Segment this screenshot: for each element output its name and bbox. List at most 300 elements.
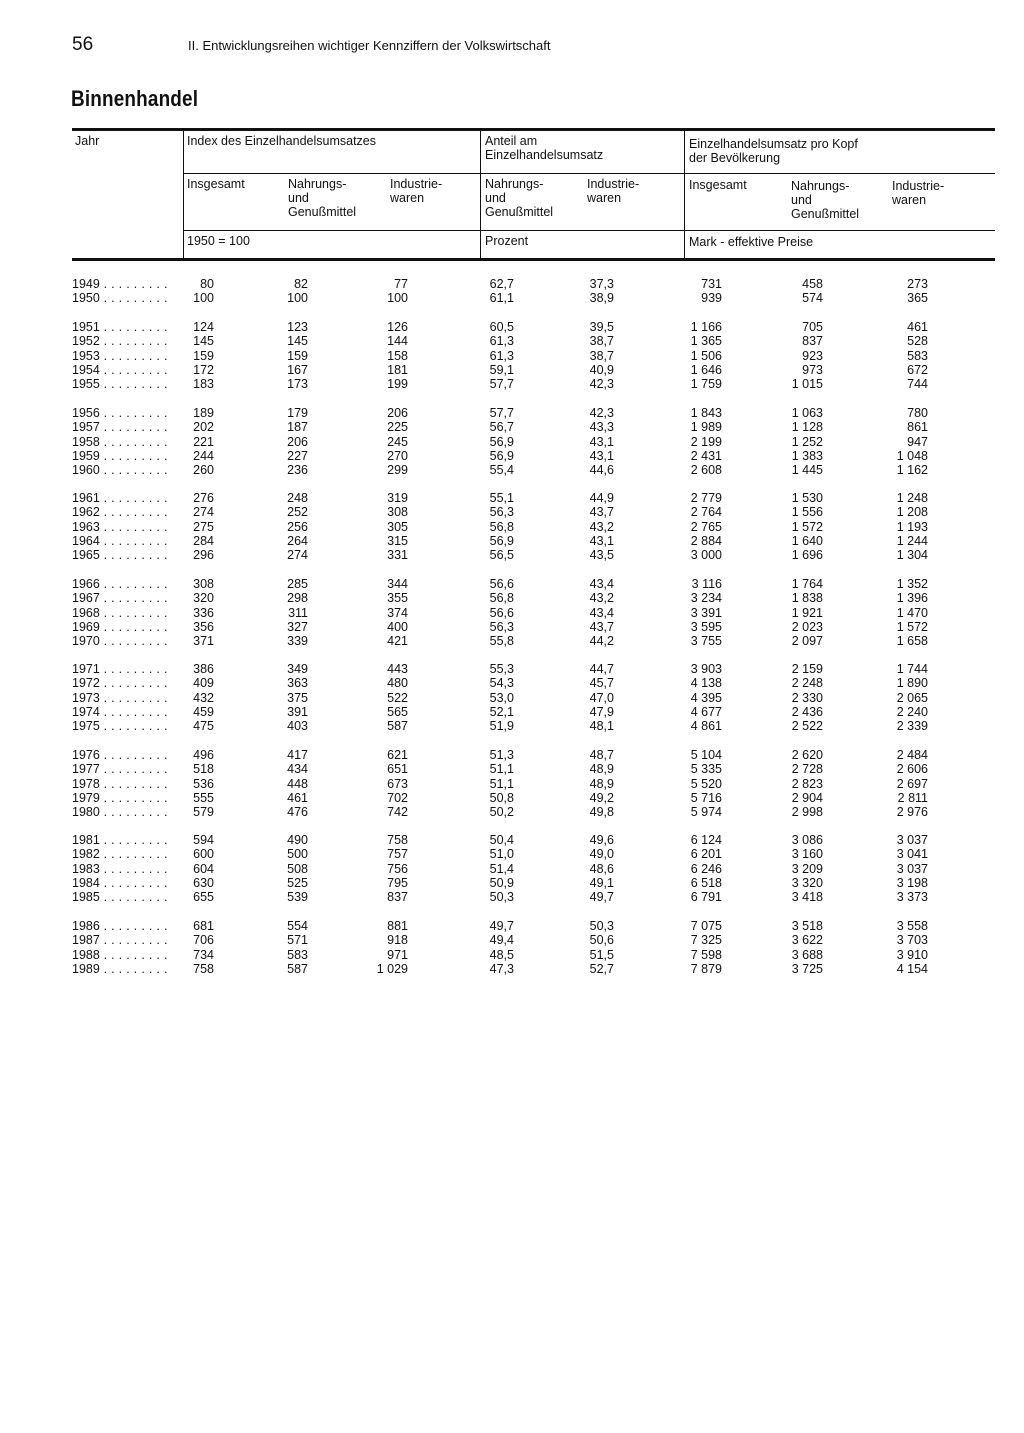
- table-row: [0, 748, 1024, 762]
- index-total-cell: 681: [193, 919, 214, 933]
- percapita-food-cell: 1 128: [791, 420, 823, 435]
- share-industry-cell: 43,3: [589, 420, 614, 435]
- year-cell: 1956 . . .: [72, 406, 167, 420]
- share-industry-cell: 52,7: [589, 961, 614, 976]
- year-cell: 1967 . . .: [72, 591, 167, 605]
- share-food-cell: 50,8: [489, 790, 514, 805]
- index-total-cell: 189: [193, 406, 214, 420]
- share-food-cell: 62,7: [489, 277, 514, 291]
- index-total-cell: 655: [193, 890, 214, 904]
- header-line: Nahrungs-: [791, 179, 850, 193]
- index-industry-cell: 673: [387, 776, 408, 791]
- share-industry-cell: 43,2: [589, 591, 614, 606]
- index-industry-cell: 77: [394, 277, 408, 291]
- year-cell: 1972 . . .: [72, 676, 167, 690]
- table-row: [0, 933, 1024, 947]
- percapita-food-cell: 3 418: [791, 890, 823, 904]
- percapita-industry-cell: 2 339: [896, 719, 928, 733]
- table-row: [0, 534, 1024, 548]
- index-total-cell: 734: [193, 947, 214, 962]
- index-food-cell: 525: [287, 875, 308, 890]
- percapita-industry-cell: 273: [907, 277, 928, 291]
- share-industry-cell: 39,5: [589, 320, 614, 334]
- share-industry-cell: 48,9: [589, 762, 614, 777]
- table-row: [0, 777, 1024, 791]
- percapita-industry-cell: 2 484: [896, 748, 928, 762]
- percapita-total-cell: 2 765: [690, 519, 722, 534]
- share-food-cell: 57,7: [489, 406, 514, 420]
- percapita-industry-cell: 1 244: [896, 533, 928, 548]
- index-food-cell: 403: [287, 719, 308, 733]
- index-industry-cell: 344: [387, 577, 408, 591]
- index-industry-cell: 621: [387, 748, 408, 762]
- year-cell: 1963 . . .: [72, 520, 167, 534]
- table-row: [0, 449, 1024, 463]
- percapita-total-cell: 1 646: [690, 362, 722, 377]
- table-row: [0, 662, 1024, 676]
- share-industry-cell: 49,2: [589, 790, 614, 805]
- share-food-cell: 51,0: [489, 847, 514, 862]
- section-title: Binnenhandel: [71, 86, 199, 111]
- running-head: II. Entwicklungsreihen wichtiger Kennziffern der Volkswirtschaft: [188, 38, 551, 53]
- share-food-cell: 56,6: [489, 605, 514, 620]
- share-food-cell: 49,7: [489, 919, 514, 933]
- index-industry-cell: 305: [387, 519, 408, 534]
- index-food-cell: 227: [287, 448, 308, 463]
- header-line: waren: [587, 191, 622, 205]
- share-industry-cell: 48,6: [589, 861, 614, 876]
- percapita-food-cell: 923: [802, 348, 823, 363]
- index-food-cell: 391: [287, 704, 308, 719]
- index-food-cell: 508: [287, 861, 308, 876]
- index-food-cell: 587: [287, 961, 308, 976]
- index-total-cell: 518: [193, 762, 214, 777]
- index-food-cell: 327: [287, 619, 308, 634]
- percapita-food-cell: 2 904: [791, 790, 823, 805]
- index-industry-cell: 245: [387, 434, 408, 449]
- percapita-food-cell: 1 252: [791, 434, 823, 449]
- index-food-cell: 236: [287, 463, 308, 477]
- index-food-cell: 583: [287, 947, 308, 962]
- percapita-food-cell: 3 160: [791, 847, 823, 862]
- year-cell: 1958 . . .: [72, 435, 167, 449]
- percapita-food-cell: 2 097: [791, 634, 823, 648]
- table-row: [0, 962, 1024, 976]
- percapita-industry-cell: 1 048: [896, 448, 928, 463]
- table-row: [0, 833, 1024, 847]
- percapita-total-cell: 731: [701, 277, 722, 291]
- index-food-cell: 179: [287, 406, 308, 420]
- table-row: [0, 805, 1024, 819]
- share-food-cell: 55,3: [489, 662, 514, 676]
- index-industry-cell: 225: [387, 420, 408, 435]
- percapita-industry-cell: 1 572: [896, 619, 928, 634]
- index-total-cell: 758: [193, 961, 214, 976]
- percapita-industry-cell: 1 162: [896, 463, 928, 477]
- year-cell: 1978 . . .: [72, 777, 167, 791]
- percapita-total-cell: 3 116: [691, 577, 722, 591]
- percapita-total-cell: 2 779: [690, 491, 722, 505]
- percapita-total-cell: 5 104: [690, 748, 722, 762]
- header-line: Nahrungs-: [288, 177, 347, 191]
- year-cell: 1979 . . .: [72, 791, 167, 805]
- table-row: [0, 634, 1024, 648]
- year-cell: 1959 . . .: [72, 449, 167, 463]
- share-food-cell: 57,7: [489, 377, 514, 391]
- table-row: [0, 277, 1024, 291]
- index-industry-cell: 126: [387, 320, 408, 334]
- share-industry-cell: 47,9: [589, 704, 614, 719]
- index-industry-cell: 319: [387, 491, 408, 505]
- percapita-food-cell: 2 248: [791, 676, 823, 691]
- index-industry-cell: 756: [387, 861, 408, 876]
- percapita-food-cell: 3 622: [791, 933, 823, 948]
- percapita-industry-cell: 3 041: [896, 847, 928, 862]
- share-food-cell: 53,0: [489, 690, 514, 705]
- year-cell: 1980 . . .: [72, 805, 167, 819]
- share-food-cell: 56,8: [489, 591, 514, 606]
- index-industry-cell: 270: [387, 448, 408, 463]
- table-row: [0, 620, 1024, 634]
- share-food-cell: 49,4: [489, 933, 514, 948]
- year-cell: 1964 . . .: [72, 534, 167, 548]
- table-row: [0, 520, 1024, 534]
- table-row: [0, 890, 1024, 904]
- index-food-cell: 500: [287, 847, 308, 862]
- index-industry-cell: 918: [387, 933, 408, 948]
- percapita-industry-cell: 1 890: [896, 676, 928, 691]
- year-cell: 1973 . . .: [72, 691, 167, 705]
- share-industry-cell: 44,2: [589, 634, 614, 648]
- index-industry-cell: 355: [387, 591, 408, 606]
- header-index-insgesamt: Insgesamt: [187, 177, 245, 191]
- percapita-food-cell: 1 383: [791, 448, 823, 463]
- index-industry-cell: 331: [387, 548, 408, 562]
- percapita-total-cell: 6 246: [690, 861, 722, 876]
- index-food-cell: 82: [294, 277, 308, 291]
- percapita-industry-cell: 780: [907, 406, 928, 420]
- percapita-food-cell: 1 764: [791, 577, 823, 591]
- year-cell: 1982 . . .: [72, 847, 167, 861]
- share-food-cell: 56,3: [489, 619, 514, 634]
- index-industry-cell: 400: [387, 619, 408, 634]
- share-food-cell: 60,5: [489, 320, 514, 334]
- year-cell: 1975 . . .: [72, 719, 167, 733]
- share-food-cell: 61,3: [489, 334, 514, 349]
- percapita-industry-cell: 3 198: [896, 875, 928, 890]
- share-food-cell: 55,4: [489, 463, 514, 477]
- share-food-cell: 61,1: [489, 291, 514, 306]
- header-line: waren: [892, 193, 927, 207]
- index-total-cell: 536: [193, 776, 214, 791]
- share-industry-cell: 49,1: [589, 875, 614, 890]
- table-row: [0, 435, 1024, 449]
- index-total-cell: 172: [193, 362, 214, 377]
- percapita-industry-cell: 1 248: [896, 491, 928, 505]
- index-food-cell: 476: [287, 805, 308, 819]
- percapita-food-cell: 1 530: [791, 491, 823, 505]
- index-industry-cell: 199: [387, 377, 408, 391]
- percapita-industry-cell: 3 037: [896, 861, 928, 876]
- table-row: [0, 919, 1024, 933]
- percapita-industry-cell: 3 703: [896, 933, 928, 948]
- percapita-industry-cell: 2 065: [896, 690, 928, 705]
- index-total-cell: 275: [193, 519, 214, 534]
- percapita-food-cell: 574: [802, 291, 823, 306]
- index-total-cell: 183: [193, 377, 214, 391]
- percapita-total-cell: 2 608: [690, 463, 722, 477]
- index-industry-cell: 757: [387, 847, 408, 862]
- index-food-cell: 311: [288, 605, 308, 620]
- index-industry-cell: 315: [387, 533, 408, 548]
- percapita-total-cell: 6 518: [690, 875, 722, 890]
- year-cell: 1988 . . .: [72, 948, 167, 962]
- index-industry-cell: 1 029: [376, 961, 408, 976]
- share-industry-cell: 49,6: [589, 833, 614, 847]
- year-cell: 1987 . . .: [72, 933, 167, 947]
- share-food-cell: 56,7: [489, 420, 514, 435]
- percapita-total-cell: 6 201: [690, 847, 722, 862]
- index-food-cell: 539: [287, 890, 308, 904]
- share-food-cell: 51,4: [489, 861, 514, 876]
- percapita-food-cell: 1 838: [791, 591, 823, 606]
- index-industry-cell: 158: [387, 348, 408, 363]
- share-industry-cell: 48,9: [589, 776, 614, 791]
- index-industry-cell: 837: [387, 890, 408, 904]
- share-food-cell: 56,9: [489, 533, 514, 548]
- table-row: [0, 548, 1024, 562]
- year-cell: 1952 . . .: [72, 334, 167, 348]
- year-cell: 1985 . . .: [72, 890, 167, 904]
- percapita-food-cell: 2 823: [791, 776, 823, 791]
- share-food-cell: 55,8: [489, 634, 514, 648]
- share-industry-cell: 51,5: [589, 947, 614, 962]
- index-food-cell: 206: [287, 434, 308, 449]
- index-food-cell: 461: [287, 790, 308, 805]
- table-row: [0, 591, 1024, 605]
- index-food-cell: 159: [287, 348, 308, 363]
- index-industry-cell: 522: [387, 690, 408, 705]
- index-total-cell: 371: [193, 634, 214, 648]
- percapita-total-cell: 1 759: [690, 377, 722, 391]
- percapita-food-cell: 1 015: [791, 377, 823, 391]
- table-row: [0, 363, 1024, 377]
- share-industry-cell: 50,6: [589, 933, 614, 948]
- share-industry-cell: 44,6: [589, 463, 614, 477]
- header-line: Anteil am: [485, 134, 538, 148]
- percapita-food-cell: 1 640: [791, 533, 823, 548]
- index-food-cell: 187: [287, 420, 308, 435]
- percapita-total-cell: 5 520: [690, 776, 722, 791]
- share-industry-cell: 43,4: [589, 605, 614, 620]
- index-total-cell: 159: [193, 348, 214, 363]
- table-row: [0, 719, 1024, 733]
- index-industry-cell: 795: [387, 875, 408, 890]
- percapita-industry-cell: 1 470: [896, 605, 928, 620]
- index-total-cell: 706: [193, 933, 214, 948]
- percapita-industry-cell: 4 154: [896, 961, 928, 976]
- header-line: und: [485, 191, 506, 205]
- share-industry-cell: 43,1: [589, 434, 614, 449]
- index-food-cell: 349: [287, 662, 308, 676]
- share-food-cell: 50,2: [489, 805, 514, 819]
- index-total-cell: 336: [193, 605, 214, 620]
- index-total-cell: 80: [200, 277, 214, 291]
- share-food-cell: 56,8: [489, 519, 514, 534]
- percapita-food-cell: 3 688: [791, 947, 823, 962]
- share-industry-cell: 44,9: [589, 491, 614, 505]
- percapita-total-cell: 2 431: [690, 448, 722, 463]
- index-total-cell: 356: [193, 619, 214, 634]
- table-row: [0, 691, 1024, 705]
- percapita-industry-cell: 3 037: [896, 833, 928, 847]
- percapita-industry-cell: 2 811: [897, 790, 928, 805]
- share-food-cell: 51,1: [489, 776, 514, 791]
- index-industry-cell: 443: [387, 662, 408, 676]
- header-line: Genußmittel: [485, 205, 554, 219]
- year-cell: 1955 . . .: [72, 377, 167, 391]
- table-row: [0, 406, 1024, 420]
- share-industry-cell: 48,7: [589, 748, 614, 762]
- index-total-cell: 202: [193, 420, 214, 435]
- index-food-cell: 248: [287, 491, 308, 505]
- index-total-cell: 579: [193, 805, 214, 819]
- share-industry-cell: 43,5: [589, 548, 614, 562]
- index-industry-cell: 702: [387, 790, 408, 805]
- index-total-cell: 221: [193, 434, 214, 449]
- table-row: [0, 463, 1024, 477]
- percapita-industry-cell: 2 697: [896, 776, 928, 791]
- year-cell: 1966 . . .: [72, 577, 167, 591]
- share-food-cell: 51,1: [489, 762, 514, 777]
- percapita-total-cell: 2 199: [690, 434, 722, 449]
- index-food-cell: 145: [287, 334, 308, 349]
- index-food-cell: 264: [287, 533, 308, 548]
- percapita-total-cell: 4 677: [690, 704, 722, 719]
- percapita-food-cell: 2 159: [791, 662, 823, 676]
- year-cell: 1989 . . .: [72, 962, 167, 976]
- percapita-food-cell: 1 921: [791, 605, 823, 620]
- percapita-total-cell: 3 595: [690, 619, 722, 634]
- percapita-total-cell: 1 166: [690, 320, 722, 334]
- share-food-cell: 52,1: [489, 704, 514, 719]
- index-industry-cell: 758: [387, 833, 408, 847]
- percapita-total-cell: 3 755: [690, 634, 722, 648]
- share-food-cell: 56,9: [489, 434, 514, 449]
- header-line: Genußmittel: [288, 205, 357, 219]
- index-total-cell: 124: [193, 320, 214, 334]
- table-row: [0, 847, 1024, 861]
- table-row: [0, 349, 1024, 363]
- percapita-industry-cell: 1 193: [896, 519, 928, 534]
- index-total-cell: 409: [193, 676, 214, 691]
- table-row: [0, 320, 1024, 334]
- percapita-total-cell: 2 884: [690, 533, 722, 548]
- share-food-cell: 54,3: [489, 676, 514, 691]
- percapita-total-cell: 3 234: [690, 591, 722, 606]
- index-industry-cell: 308: [387, 505, 408, 520]
- index-food-cell: 571: [287, 933, 308, 948]
- percapita-food-cell: 2 620: [791, 748, 823, 762]
- header-prokopf-insgesamt: Insgesamt: [689, 178, 747, 192]
- table-row: [0, 505, 1024, 519]
- header-line: der Bevölkerung: [689, 151, 781, 165]
- percapita-food-cell: 2 436: [791, 704, 823, 719]
- share-industry-cell: 43,1: [589, 448, 614, 463]
- percapita-total-cell: 5 974: [690, 805, 722, 819]
- year-cell: 1969 . . .: [72, 620, 167, 634]
- percapita-total-cell: 7 075: [690, 919, 722, 933]
- share-industry-cell: 49,0: [589, 847, 614, 862]
- index-food-cell: 274: [287, 548, 308, 562]
- percapita-industry-cell: 1 304: [896, 548, 928, 562]
- index-total-cell: 432: [193, 690, 214, 705]
- percapita-total-cell: 7 598: [690, 947, 722, 962]
- percapita-industry-cell: 583: [907, 348, 928, 363]
- year-cell: 1977 . . .: [72, 762, 167, 776]
- index-industry-cell: 181: [387, 362, 408, 377]
- year-cell: 1981 . . .: [72, 833, 167, 847]
- percapita-industry-cell: 1 744: [896, 662, 928, 676]
- year-cell: 1986 . . .: [72, 919, 167, 933]
- share-industry-cell: 50,3: [589, 919, 614, 933]
- percapita-total-cell: 1 989: [690, 420, 722, 435]
- percapita-food-cell: 3 518: [791, 919, 823, 933]
- index-industry-cell: 971: [387, 947, 408, 962]
- header-line: Einzelhandelsumsatz pro Kopf: [689, 137, 858, 151]
- percapita-food-cell: 3 725: [791, 961, 823, 976]
- share-industry-cell: 42,3: [589, 406, 614, 420]
- index-industry-cell: 742: [387, 805, 408, 819]
- percapita-food-cell: 973: [802, 362, 823, 377]
- share-food-cell: 50,4: [489, 833, 514, 847]
- share-industry-cell: 40,9: [589, 362, 614, 377]
- header-line: waren: [390, 191, 425, 205]
- year-cell: 1954 . . .: [72, 363, 167, 377]
- page-number: 56: [72, 34, 94, 55]
- year-cell: 1962 . . .: [72, 505, 167, 519]
- index-industry-cell: 100: [387, 291, 408, 306]
- index-food-cell: 448: [287, 776, 308, 791]
- year-cell: 1970 . . .: [72, 634, 167, 648]
- share-food-cell: 50,3: [489, 890, 514, 904]
- index-total-cell: 296: [193, 548, 214, 562]
- header-line: Industrie-: [587, 177, 640, 191]
- index-industry-cell: 565: [387, 704, 408, 719]
- percapita-food-cell: 2 728: [791, 762, 823, 777]
- header-line: Industrie-: [892, 179, 945, 193]
- percapita-industry-cell: 1 208: [896, 505, 928, 520]
- header-jahr: Jahr: [75, 134, 100, 148]
- index-total-cell: 604: [193, 861, 214, 876]
- year-cell: 1976 . . .: [72, 748, 167, 762]
- year-cell: 1968 . . .: [72, 606, 167, 620]
- share-food-cell: 48,5: [489, 947, 514, 962]
- year-cell: 1960 . . .: [72, 463, 167, 477]
- percapita-industry-cell: 2 240: [896, 704, 928, 719]
- year-cell: 1965 . . .: [72, 548, 167, 562]
- share-food-cell: 51,9: [489, 719, 514, 733]
- table-row: [0, 948, 1024, 962]
- index-industry-cell: 206: [387, 406, 408, 420]
- year-cell: 1974 . . .: [72, 705, 167, 719]
- table-row: [0, 676, 1024, 690]
- share-industry-cell: 37,3: [589, 277, 614, 291]
- percapita-food-cell: 1 445: [791, 463, 823, 477]
- table-row: [0, 377, 1024, 391]
- percapita-total-cell: 3 903: [690, 662, 722, 676]
- percapita-industry-cell: 3 373: [896, 890, 928, 904]
